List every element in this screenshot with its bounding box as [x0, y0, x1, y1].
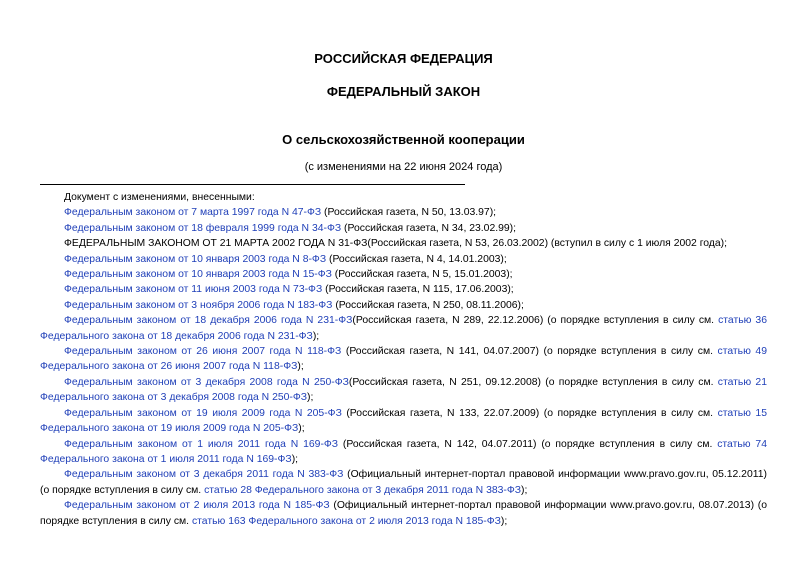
amendment-item: Федеральным законом от 26 июня 2007 года N 118-ФЗ (Российская газета, N 141, 04.07.2007) (о порядке вступления в силу см. статью 49 Федерального закона от 26 июня 2007 года N 118-ФЗ);: [40, 346, 767, 373]
revision-note: (с изменениями на 22 июня 2024 года): [304, 161, 503, 173]
amendment-link[interactable]: Федеральным законом от 2 июля 2013 года N 185-ФЗ: [64, 500, 330, 512]
article-link[interactable]: статью 74 Федерального закона от 1 июля 2011 года N 169-ФЗ: [40, 438, 767, 465]
article-link[interactable]: статью 49 Федерального закона от 26 июня 2007 года N 118-ФЗ: [40, 346, 767, 373]
amendment-link[interactable]: Федеральным законом от 18 декабря 2006 года N 231-ФЗ: [64, 315, 353, 327]
amendment-item: [40, 236, 767, 251]
amendment-item: Федеральным законом от 7 марта 1997 года N 47-ФЗ (Российская газета, N 50, 13.03.97);: [64, 207, 497, 219]
amendment-link[interactable]: Федеральным законом от 3 декабря 2008 года N 250-ФЗ: [64, 376, 349, 388]
amendment-link[interactable]: Федеральным законом от 10 января 2003 года N 15-ФЗ: [64, 269, 332, 281]
amendment-item: Федеральным законом от 10 января 2003 года N 8-ФЗ (Российская газета, N 4, 14.01.2003);: [64, 253, 507, 265]
amendment-link[interactable]: Федеральным законом от 7 марта 1997 года N 47-ФЗ: [64, 207, 322, 219]
amendment-link[interactable]: Федеральным законом от 1 июля 2011 года N 169-ФЗ: [64, 438, 339, 450]
divider: [40, 184, 465, 185]
amendment-item: Федеральным законом от 18 февраля 1999 года N 34-ФЗ (Российская газета, N 34, 23.02.99);: [64, 222, 517, 234]
intro-text: Документ с изменениями, внесенными:: [64, 192, 255, 203]
article-link[interactable]: статью 163 Федерального закона от 2 июля 2013 года N 185-ФЗ: [191, 515, 501, 527]
amendment-item: Федеральным законом от 11 июня 2003 года N 73-ФЗ (Российская газета, N 115, 17.06.2003);: [64, 284, 514, 296]
article-link[interactable]: статью 21 Федерального закона от 3 декабря 2008 года N 250-ФЗ: [40, 376, 767, 404]
amendment-item: Федеральным законом от 10 января 2003 года N 15-ФЗ (Российская газета, N 5, 15.01.2003);: [64, 269, 513, 281]
country-heading: РОССИЙСКАЯ ФЕДЕРАЦИЯ: [314, 51, 493, 66]
amendment-link[interactable]: Федеральным законом от 3 декабря 2011 года N 383-ФЗ: [64, 469, 344, 481]
amendment-item: Федеральным законом от 2 июля 2013 года N 185-ФЗ (Официальный интернет-портал правовой информации www.pravo.gov.ru, 08.07.2013) (о порядке вступления в силу см. статью 163 Федерального закона от 2 июля 2013 года N 185-ФЗ);: [40, 500, 767, 527]
law-type-heading: ФЕДЕРАЛЬНЫЙ ЗАКОН: [326, 84, 481, 99]
amendment-link[interactable]: Федеральным законом от 26 июня 2007 года N 118-ФЗ: [64, 346, 342, 358]
amendment-item: Федеральным законом от 18 декабря 2006 года N 231-ФЗ(Российская газета, N 289, 22.12.2006) (о порядке вступления в силу см. статью 36 Федерального закона от 18 декабря 2006 года N 231-ФЗ);: [40, 315, 767, 342]
amendment-item: Федеральным законом от 1 июля 2011 года N 169-ФЗ (Российская газета, N 142, 04.07.2011) (о порядке вступления в силу см. статью 74 Федерального закона от 1 июля 2011 года N 169-ФЗ);: [40, 438, 767, 465]
amendment-link[interactable]: Федеральным законом от 18 февраля 1999 года N 34-ФЗ: [64, 222, 342, 234]
law-title: О сельскохозяйственной кооперации: [282, 132, 525, 147]
amendment-item: Федеральным законом от 3 ноября 2006 года N 183-ФЗ (Российская газета, N 250, 08.11.2006);: [64, 299, 524, 311]
amendment-link[interactable]: Федеральным законом от 3 ноября 2006 года N 183-ФЗ: [64, 299, 333, 311]
article-link[interactable]: статью 15 Федерального закона от 19 июля 2009 года N 205-ФЗ: [40, 407, 767, 435]
amendment-item: Федеральным законом от 3 декабря 2008 года N 250-ФЗ(Российская газета, N 251, 09.12.2008) (о порядке вступления в силу см. статью 21 Федерального закона от 3 декабря 2008 года N 250-ФЗ);: [40, 376, 767, 404]
amendment-link[interactable]: Федеральным законом от 19 июля 2009 года N 205-ФЗ: [64, 407, 342, 419]
amendments-list: [40, 190, 767, 529]
amendment-plain: ФЕДЕРАЛЬНЫМ ЗАКОНОМ ОТ 21 МАРТА 2002 ГОДА N 31-ФЗ(Российская газета, N 53, 26.03.2002) (вступил в силу с 1 июля 2002 года);: [64, 238, 727, 250]
amendment-item: Федеральным законом от 3 декабря 2011 года N 383-ФЗ (Официальный интернет-портал правовой информации www.pravo.gov.ru, 05.12.2011) (о порядке вступления в силу см. статью 28 Федерального закона от 3 декабря 2011 года N 383-ФЗ);: [40, 469, 767, 496]
article-link[interactable]: статью 36 Федерального закона от 18 декабря 2006 года N 231-ФЗ: [40, 315, 767, 342]
amendment-link[interactable]: Федеральным законом от 11 июня 2003 года N 73-ФЗ: [64, 284, 323, 296]
amendment-item: Федеральным законом от 19 июля 2009 года N 205-ФЗ (Российская газета, N 133, 22.07.2009) (о порядке вступления в силу см. статью 15 Федерального закона от 19 июля 2009 года N 205-ФЗ);: [40, 407, 767, 435]
article-link[interactable]: статью 28 Федерального закона от 3 декабря 2011 года N 383-ФЗ: [204, 484, 522, 496]
amendment-link[interactable]: Федеральным законом от 10 января 2003 года N 8-ФЗ: [64, 253, 327, 265]
